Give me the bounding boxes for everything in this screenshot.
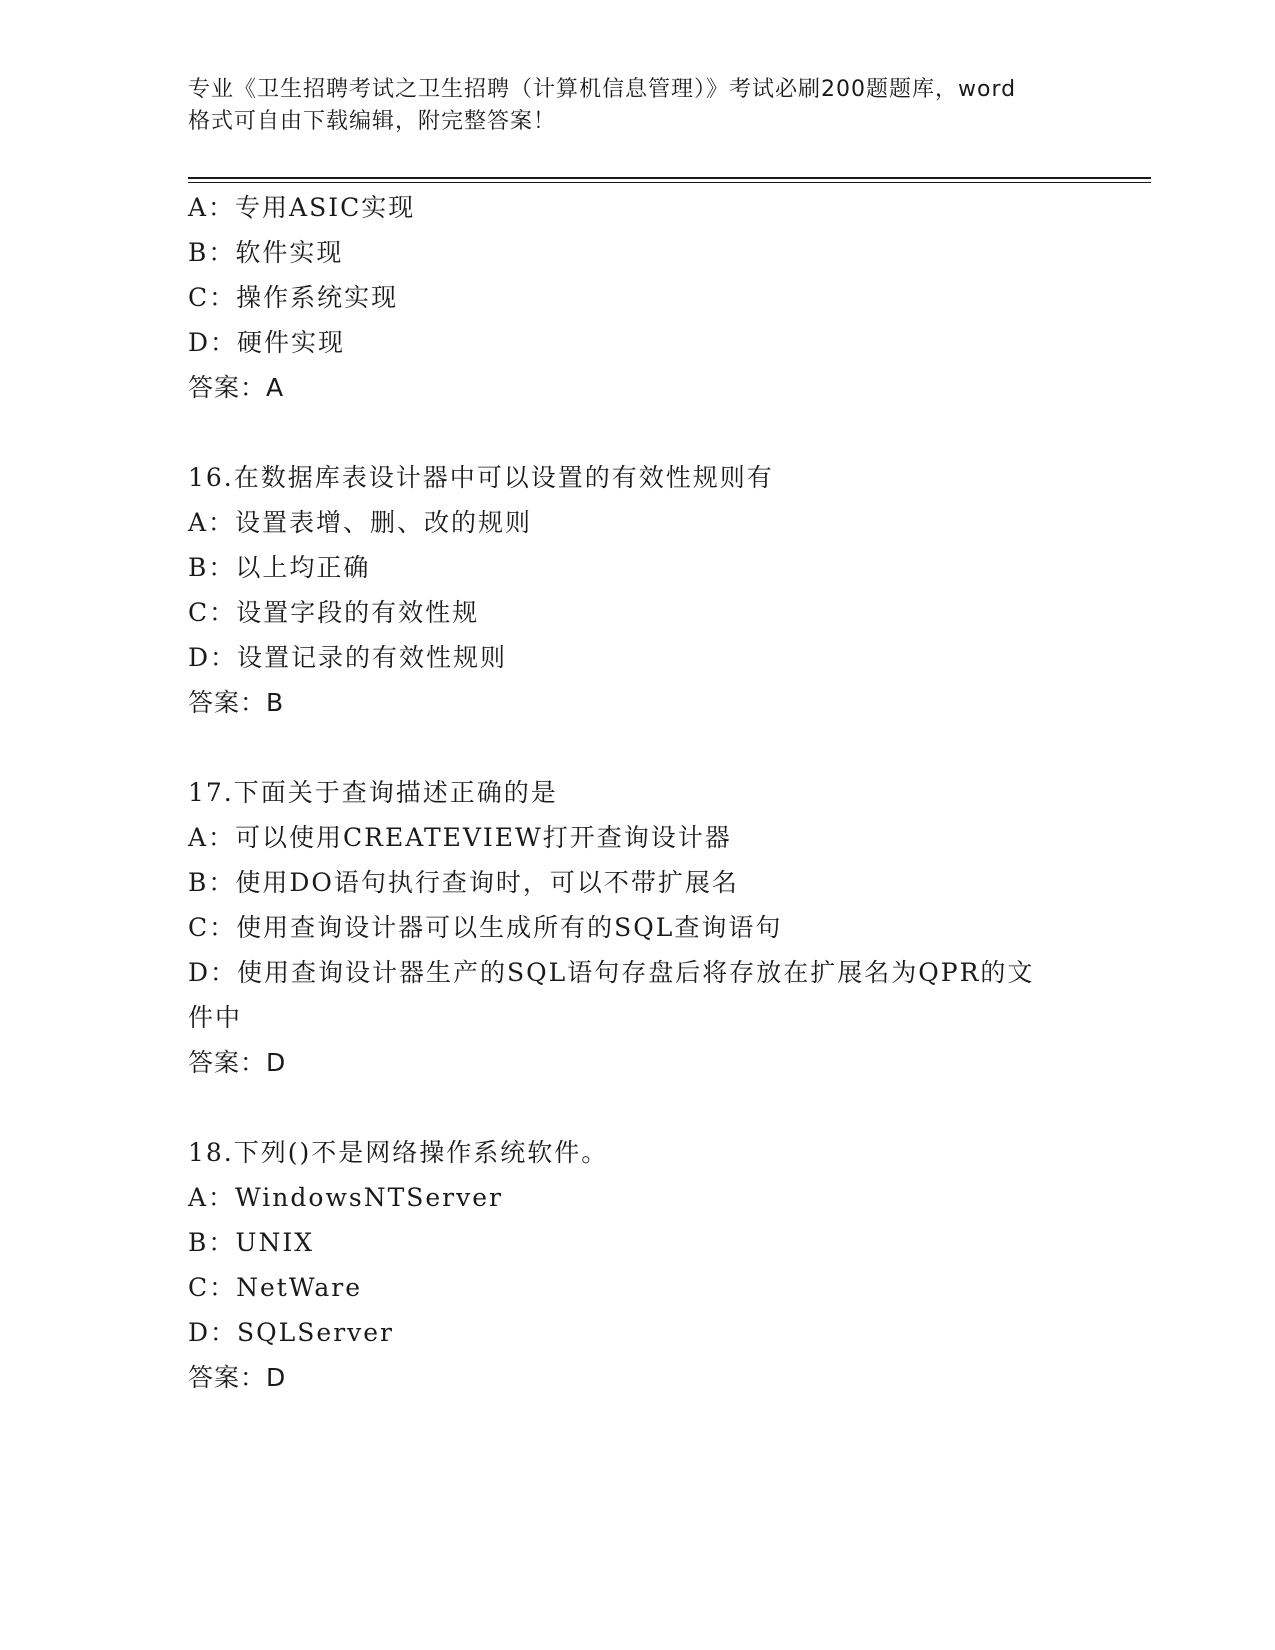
- q17-stem: 17.下面关于查询描述正确的是: [188, 778, 558, 807]
- q18-option-a: A：WindowsNTServer: [188, 1183, 503, 1212]
- q16-option-d: D：设置记录的有效性规则: [188, 643, 508, 672]
- header-divider-thick: [188, 177, 1151, 179]
- q17-option-c: C：使用查询设计器可以生成所有的SQL查询语句: [188, 913, 783, 942]
- q17-option-a: A：可以使用CREATEVIEW打开查询设计器: [188, 823, 732, 852]
- q17-option-d-continued: 件中: [188, 1003, 243, 1032]
- q15-answer: 答案：A: [188, 373, 285, 402]
- q16-option-a: A：设置表增、删、改的规则: [188, 508, 533, 537]
- q15-option-c: C：操作系统实现: [188, 283, 399, 312]
- q15-option-b: B：软件实现: [188, 238, 344, 267]
- q15-option-d: D：硬件实现: [188, 328, 346, 357]
- header-line-2: 格式可自由下载编辑，附完整答案！: [188, 109, 557, 134]
- q16-stem: 16.在数据库表设计器中可以设置的有效性规则有: [188, 463, 774, 492]
- header-divider-thin: [188, 182, 1151, 183]
- q18-option-d: D：SQLServer: [188, 1318, 395, 1347]
- q18-option-b: B：UNIX: [188, 1228, 314, 1257]
- q16-answer: 答案：B: [188, 688, 285, 717]
- q16-option-c: C：设置字段的有效性规: [188, 598, 480, 627]
- q18-answer: 答案：D: [188, 1363, 287, 1392]
- q17-answer: 答案：D: [188, 1048, 287, 1077]
- q16-option-b: B：以上均正确: [188, 553, 371, 582]
- q17-option-d: D：使用查询设计器生产的SQL语句存盘后将存放在扩展名为QPR的文: [188, 958, 1035, 987]
- q15-option-a: A：专用ASIC实现: [188, 193, 416, 222]
- q18-stem: 18.下列()不是网络操作系统软件。: [188, 1138, 609, 1167]
- document-header: [188, 74, 1088, 138]
- header-line-1: 专业《卫生招聘考试之卫生招聘（计算机信息管理）》考试必刷200题题库，word: [188, 77, 1017, 102]
- q17-option-b: B：使用DO语句执行查询时，可以不带扩展名: [188, 868, 739, 897]
- q18-option-c: C：NetWare: [188, 1273, 363, 1302]
